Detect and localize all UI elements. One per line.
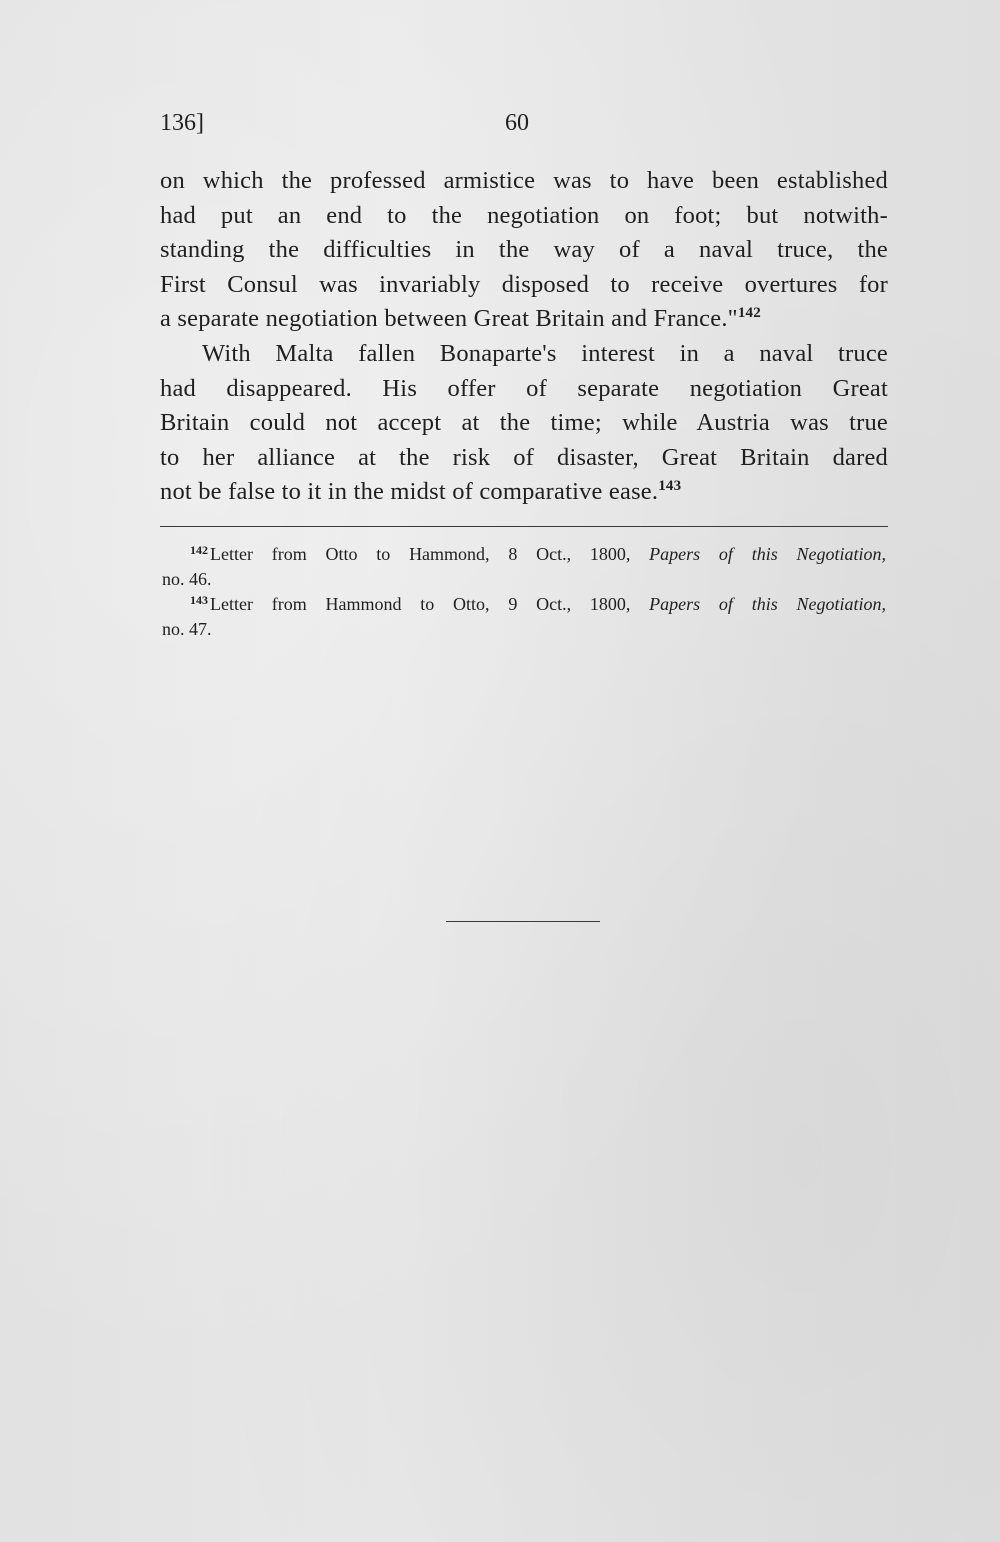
section-end-rule xyxy=(446,921,600,922)
footnote-reference: 143 xyxy=(658,478,682,495)
page-reference: 136] xyxy=(160,110,204,136)
footnote-continuation: no. 46. xyxy=(162,569,212,589)
page-number: 60 xyxy=(505,110,529,136)
body-line: had put an end to the negotiation on foot; but notwith- xyxy=(160,201,888,229)
body-text xyxy=(160,164,888,510)
body-line-text: a separate negotiation between Great Britain and France." xyxy=(160,305,738,333)
page-header xyxy=(160,110,890,144)
paragraph-start-line: With Malta fallen Bonaparte's interest in a naval truce xyxy=(202,339,888,367)
footnote-divider xyxy=(160,526,888,527)
body-line: had disappeared. His offer of separate negotiation Great xyxy=(160,374,888,402)
footnote-text: Letter from Otto to Hammond, 8 Oct., 1800, xyxy=(210,544,650,564)
footnote-line xyxy=(162,542,886,567)
footnote-number: 142 xyxy=(190,543,208,557)
body-line: to her alliance at the risk of disaster, Great Britain dared xyxy=(160,443,888,471)
footnote-line xyxy=(162,592,886,617)
footnote-citation: Papers of this Negotiation, xyxy=(649,594,886,614)
footnote-citation: Papers of this Negotiation, xyxy=(649,544,886,564)
footnote-text: Letter from Hammond to Otto, 9 Oct., 1800, xyxy=(210,594,650,614)
footnote xyxy=(162,592,886,642)
body-line-with-note xyxy=(160,302,888,337)
body-line: Britain could not accept at the time; while Austria was true xyxy=(160,409,888,437)
footnote-continuation: no. 47. xyxy=(162,619,212,639)
footnote-reference: 142 xyxy=(737,305,761,322)
body-line: standing the difficulties in the way of a naval truce, the xyxy=(160,236,888,264)
body-line: on which the professed armistice was to have been established xyxy=(160,167,888,194)
footnote xyxy=(162,542,886,592)
body-line: First Consul was invariably disposed to receive overtures for xyxy=(160,270,888,298)
footnote-number: 143 xyxy=(190,593,208,607)
footnotes xyxy=(162,542,886,642)
body-line-text: not be false to it in the midst of comparative ease. xyxy=(160,478,659,506)
body-line-with-note xyxy=(160,475,888,510)
